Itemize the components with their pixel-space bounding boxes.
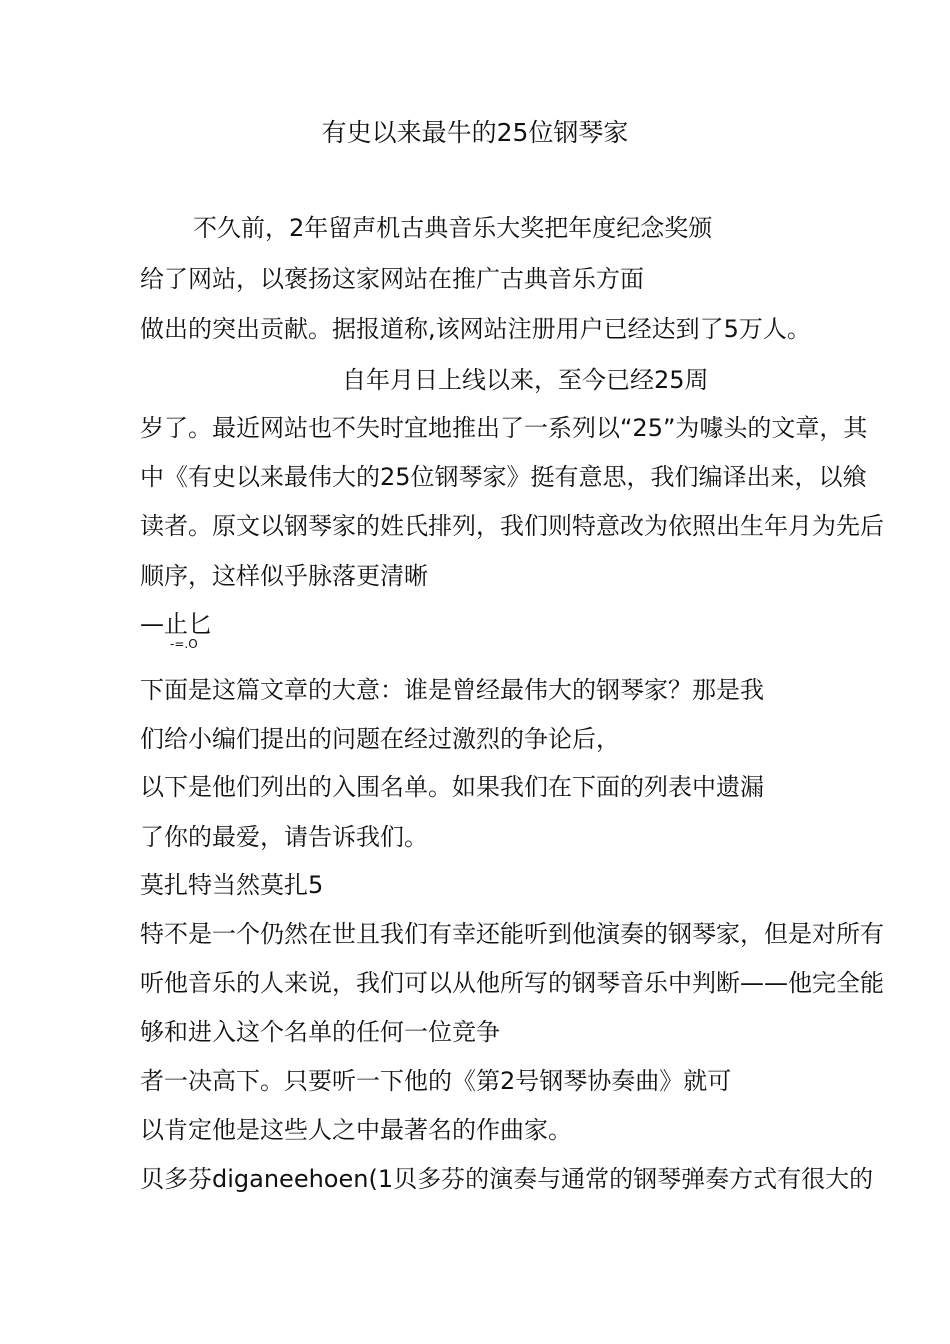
paragraph-line: 不久前，2年留声机古典音乐大奖把年度纪念奖颁 <box>193 214 713 242</box>
paragraph-line: 以肯定他是这些人之中最著名的作曲家。 <box>140 1116 572 1144</box>
paragraph-line: 莫扎特当然莫扎5 <box>140 871 324 899</box>
paragraph-line: —止匕 <box>140 610 212 638</box>
paragraph-line: 自年月日上线以来，至今已经25周 <box>342 366 709 394</box>
paragraph-line: 够和进入这个名单的任何一位竞争 <box>140 1018 500 1046</box>
paragraph-line: 贝多芬diganeehoen(1贝多芬的演奏与通常的钢琴弹奏方式有很大的 <box>140 1165 874 1193</box>
paragraph-line: 岁了。最近网站也不失时宜地推出了一系列以“25”为噱头的文章，其 <box>140 414 868 442</box>
paragraph-line: 顺序，这样似乎脉落更清晰 <box>140 562 428 590</box>
document-title: 有史以来最牛的25位钢琴家 <box>321 118 629 147</box>
paragraph-line: 们给小编们提出的问题在经过激烈的争论后， <box>140 725 620 753</box>
paragraph-line: 了你的最爱，请告诉我们。 <box>140 823 428 851</box>
garbled-note: -=.O <box>170 637 198 651</box>
paragraph-line: 以下是他们列出的入围名单。如果我们在下面的列表中遗漏 <box>140 773 764 801</box>
paragraph-line: 给了网站，以褒扬这家网站在推广古典音乐方面 <box>140 265 644 293</box>
paragraph-line: 者一决高下。只要听一下他的《第2号钢琴协奏曲》就可 <box>140 1067 732 1095</box>
paragraph-line: 中《有史以来最伟大的25位钢琴家》挺有意思，我们编译出来，以飨 <box>140 463 867 491</box>
paragraph-line: 读者。原文以钢琴家的姓氏排列，我们则特意改为依照出生年月为先后 <box>140 512 884 540</box>
paragraph-line: 做出的突出贡献。据报道称,该网站注册用户已经达到了5万人。 <box>140 315 811 343</box>
paragraph-line: 下面是这篇文章的大意：谁是曾经最伟大的钢琴家？那是我 <box>140 676 764 704</box>
paragraph-line: 特不是一个仍然在世且我们有幸还能听到他演奏的钢琴家，但是对所有 <box>140 920 884 948</box>
paragraph-line: 听他音乐的人来说，我们可以从他所写的钢琴音乐中判断——他完全能 <box>140 969 884 997</box>
